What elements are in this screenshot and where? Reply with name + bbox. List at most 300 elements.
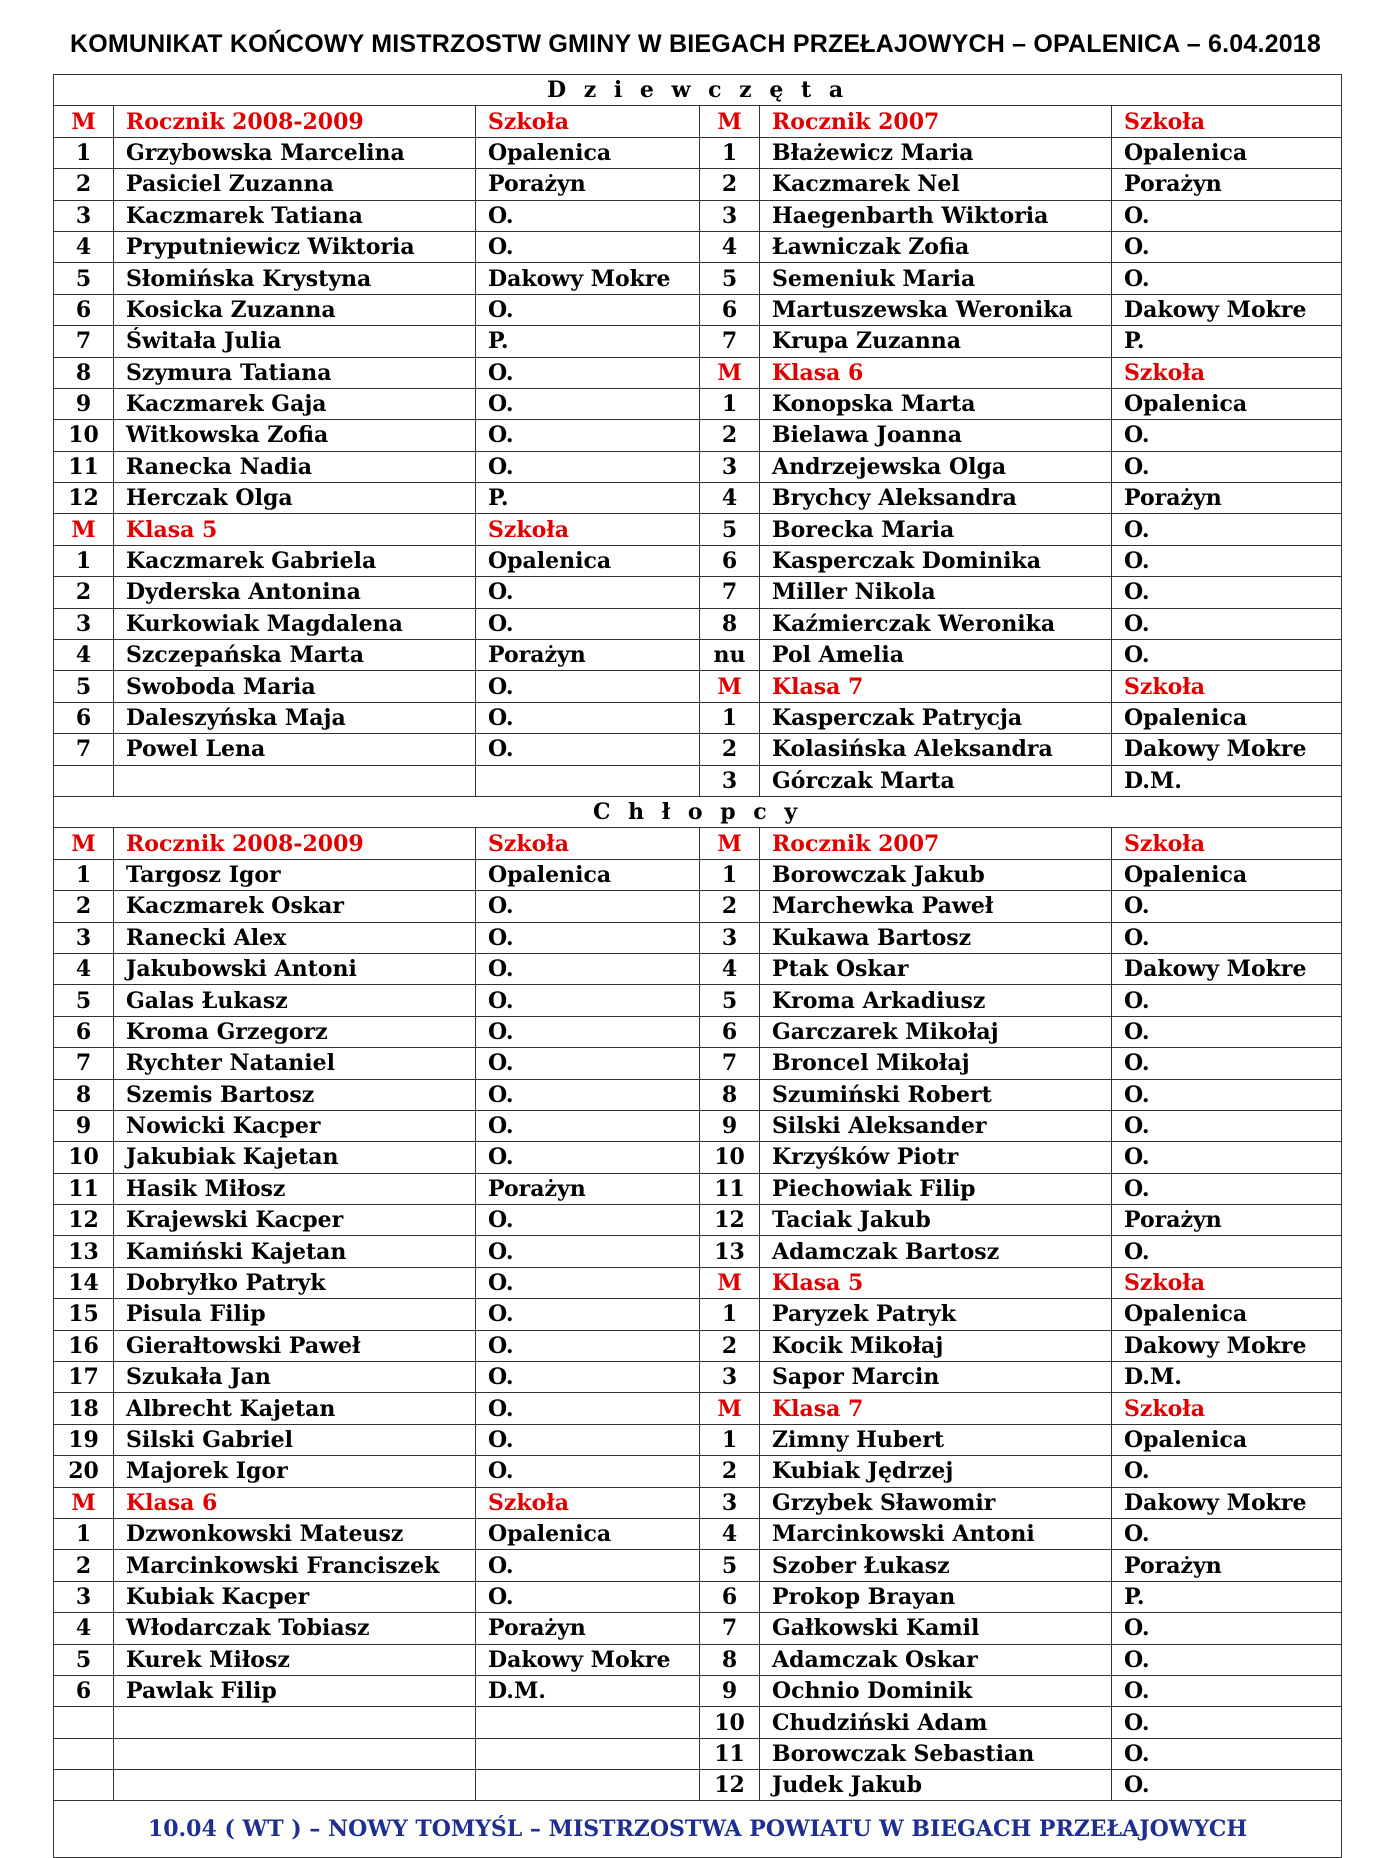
- school-cell: O.: [476, 734, 700, 765]
- name-cell: Martuszewska Weronika: [760, 294, 1112, 325]
- place-cell: 9: [700, 1675, 760, 1706]
- name-cell: Hasik Miłosz: [114, 1173, 476, 1204]
- table-row: [54, 106, 1342, 137]
- results-body: [54, 75, 1342, 1801]
- place-cell: [54, 1738, 114, 1769]
- school-cell: O.: [476, 1550, 700, 1581]
- table-row: [54, 1048, 1342, 1079]
- name-cell: Klasa 7: [760, 1393, 1112, 1424]
- place-cell: 8: [54, 357, 114, 388]
- name-cell: [114, 1770, 476, 1801]
- school-cell: O.: [1112, 985, 1342, 1016]
- school-cell: O.: [476, 1581, 700, 1612]
- name-cell: Witkowska Zofia: [114, 420, 476, 451]
- name-cell: Kurkowiak Magdalena: [114, 608, 476, 639]
- table-row: [54, 420, 1342, 451]
- table-row: [54, 1173, 1342, 1204]
- place-cell: 8: [54, 1079, 114, 1110]
- school-cell: O.: [476, 1079, 700, 1110]
- name-cell: Szymura Tatiana: [114, 357, 476, 388]
- school-cell: O.: [476, 1267, 700, 1298]
- school-cell: O.: [1112, 1613, 1342, 1644]
- table-row: [54, 357, 1342, 388]
- table-row: [54, 200, 1342, 231]
- table-row: [54, 1236, 1342, 1267]
- table-row: [54, 734, 1342, 765]
- place-cell: 4: [54, 953, 114, 984]
- name-cell: Paryzek Patryk: [760, 1299, 1112, 1330]
- name-cell: Ranecka Nadia: [114, 451, 476, 482]
- place-cell: 11: [700, 1173, 760, 1204]
- table-row: [54, 483, 1342, 514]
- school-cell: O.: [476, 1110, 700, 1141]
- place-cell: 10: [54, 420, 114, 451]
- place-cell: 14: [54, 1267, 114, 1298]
- name-cell: Borecka Maria: [760, 514, 1112, 545]
- table-row: [54, 1205, 1342, 1236]
- school-cell: O.: [476, 231, 700, 262]
- name-cell: Chudziński Adam: [760, 1707, 1112, 1738]
- place-cell: 3: [700, 451, 760, 482]
- table-row: [54, 263, 1342, 294]
- school-cell: O.: [476, 1330, 700, 1361]
- table-row: [54, 388, 1342, 419]
- name-cell: Sapor Marcin: [760, 1362, 1112, 1393]
- school-cell: O.: [1112, 420, 1342, 451]
- school-cell: O.: [476, 1205, 700, 1236]
- school-cell: O.: [1112, 922, 1342, 953]
- school-cell: Szkoła: [1112, 1267, 1342, 1298]
- school-cell: O.: [476, 1016, 700, 1047]
- school-cell: O.: [1112, 1048, 1342, 1079]
- place-cell: 10: [700, 1707, 760, 1738]
- place-cell: nu: [700, 640, 760, 671]
- page-title: KOMUNIKAT KOŃCOWY MISTRZOSTW GMINY W BIEGACH PRZEŁAJOWYCH – OPALENICA – 6.04.2018: [69, 30, 1322, 58]
- name-cell: Kasperczak Dominika: [760, 545, 1112, 576]
- name-cell: Adamczak Bartosz: [760, 1236, 1112, 1267]
- name-cell: Borowczak Jakub: [760, 859, 1112, 890]
- school-cell: O.: [1112, 1738, 1342, 1769]
- school-cell: Porażyn: [1112, 1205, 1342, 1236]
- table-row: [54, 1110, 1342, 1141]
- place-cell: 6: [700, 1581, 760, 1612]
- place-cell: 8: [700, 1644, 760, 1675]
- school-cell: O.: [476, 1142, 700, 1173]
- place-cell: 3: [700, 922, 760, 953]
- place-cell: M: [700, 671, 760, 702]
- school-cell: Opalenica: [1112, 137, 1342, 168]
- place-cell: 3: [54, 608, 114, 639]
- table-row: [54, 577, 1342, 608]
- place-cell: 11: [700, 1738, 760, 1769]
- school-cell: O.: [476, 420, 700, 451]
- school-cell: Dakowy Mokre: [476, 1644, 700, 1675]
- school-cell: Porażyn: [476, 169, 700, 200]
- place-cell: 5: [700, 985, 760, 1016]
- table-row: [54, 1362, 1342, 1393]
- name-cell: Dyderska Antonina: [114, 577, 476, 608]
- place-cell: 2: [54, 169, 114, 200]
- name-cell: Kubiak Jędrzej: [760, 1456, 1112, 1487]
- place-cell: 7: [700, 326, 760, 357]
- place-cell: 12: [700, 1205, 760, 1236]
- place-cell: 7: [700, 577, 760, 608]
- table-row: [54, 702, 1342, 733]
- place-cell: 4: [54, 1613, 114, 1644]
- school-cell: O.: [476, 1236, 700, 1267]
- place-cell: 1: [54, 137, 114, 168]
- table-row: [54, 326, 1342, 357]
- school-cell: Szkoła: [476, 1487, 700, 1518]
- table-row: [54, 1738, 1342, 1769]
- place-cell: 7: [54, 734, 114, 765]
- table-row: [54, 640, 1342, 671]
- school-cell: Dakowy Mokre: [1112, 734, 1342, 765]
- place-cell: 5: [700, 514, 760, 545]
- place-cell: 1: [700, 702, 760, 733]
- place-cell: 10: [700, 1142, 760, 1173]
- name-cell: Silski Gabriel: [114, 1424, 476, 1455]
- school-cell: [476, 1707, 700, 1738]
- school-cell: O.: [1112, 1016, 1342, 1047]
- school-cell: O.: [1112, 451, 1342, 482]
- place-cell: 2: [700, 891, 760, 922]
- table-row: [54, 1707, 1342, 1738]
- school-cell: Szkoła: [1112, 828, 1342, 859]
- place-cell: 1: [700, 137, 760, 168]
- school-cell: Szkoła: [476, 106, 700, 137]
- place-cell: 6: [700, 1016, 760, 1047]
- name-cell: Krzyśków Piotr: [760, 1142, 1112, 1173]
- place-cell: [54, 765, 114, 796]
- place-cell: 12: [54, 483, 114, 514]
- name-cell: Targosz Igor: [114, 859, 476, 890]
- place-cell: 9: [54, 388, 114, 419]
- school-cell: Porażyn: [1112, 1550, 1342, 1581]
- school-cell: O.: [1112, 514, 1342, 545]
- name-cell: Kamiński Kajetan: [114, 1236, 476, 1267]
- place-cell: 8: [700, 608, 760, 639]
- table-row: [54, 545, 1342, 576]
- table-row: [54, 765, 1342, 796]
- place-cell: 4: [700, 1518, 760, 1549]
- table-row: [54, 169, 1342, 200]
- place-cell: 6: [700, 545, 760, 576]
- name-cell: Klasa 6: [114, 1487, 476, 1518]
- school-cell: O.: [1112, 200, 1342, 231]
- name-cell: Kaczmarek Gaja: [114, 388, 476, 419]
- table-row: [54, 828, 1342, 859]
- school-cell: O.: [476, 1362, 700, 1393]
- place-cell: M: [700, 106, 760, 137]
- name-cell: Grzybowska Marcelina: [114, 137, 476, 168]
- name-cell: Pryputniewicz Wiktoria: [114, 231, 476, 262]
- school-cell: O.: [476, 1424, 700, 1455]
- name-cell: Adamczak Oskar: [760, 1644, 1112, 1675]
- name-cell: Swoboda Maria: [114, 671, 476, 702]
- place-cell: 6: [700, 294, 760, 325]
- school-cell: O.: [476, 953, 700, 984]
- school-cell: Dakowy Mokre: [476, 263, 700, 294]
- place-cell: 7: [700, 1613, 760, 1644]
- name-cell: Piechowiak Filip: [760, 1173, 1112, 1204]
- school-cell: O.: [1112, 891, 1342, 922]
- place-cell: 4: [54, 640, 114, 671]
- school-cell: Dakowy Mokre: [1112, 1487, 1342, 1518]
- table-row: [54, 608, 1342, 639]
- name-cell: Jakubowski Antoni: [114, 953, 476, 984]
- place-cell: M: [54, 106, 114, 137]
- table-row: [54, 1142, 1342, 1173]
- place-cell: 3: [54, 922, 114, 953]
- school-cell: Dakowy Mokre: [1112, 1330, 1342, 1361]
- school-cell: O.: [1112, 1675, 1342, 1706]
- school-cell: D.M.: [476, 1675, 700, 1706]
- place-cell: 1: [54, 545, 114, 576]
- school-cell: Opalenica: [1112, 859, 1342, 890]
- table-row: [54, 1644, 1342, 1675]
- table-row: [54, 294, 1342, 325]
- school-cell: Opalenica: [1112, 1424, 1342, 1455]
- name-cell: Gierałtowski Paweł: [114, 1330, 476, 1361]
- name-cell: Pawlak Filip: [114, 1675, 476, 1706]
- name-cell: Kaźmierczak Weronika: [760, 608, 1112, 639]
- place-cell: 9: [700, 1110, 760, 1141]
- name-cell: Judek Jakub: [760, 1770, 1112, 1801]
- school-cell: O.: [1112, 1456, 1342, 1487]
- name-cell: Krupa Zuzanna: [760, 326, 1112, 357]
- school-cell: O.: [1112, 263, 1342, 294]
- school-cell: [476, 1738, 700, 1769]
- name-cell: Włodarczak Tobiasz: [114, 1613, 476, 1644]
- name-cell: Rocznik 2008-2009: [114, 828, 476, 859]
- place-cell: 7: [700, 1048, 760, 1079]
- table-row: [54, 1456, 1342, 1487]
- place-cell: M: [54, 828, 114, 859]
- name-cell: Rychter Nataniel: [114, 1048, 476, 1079]
- name-cell: Kroma Arkadiusz: [760, 985, 1112, 1016]
- place-cell: 12: [54, 1205, 114, 1236]
- name-cell: Pasiciel Zuzanna: [114, 169, 476, 200]
- school-cell: P.: [476, 326, 700, 357]
- place-cell: 1: [54, 1518, 114, 1549]
- name-cell: Kaczmarek Gabriela: [114, 545, 476, 576]
- name-cell: Silski Aleksander: [760, 1110, 1112, 1141]
- school-cell: O.: [476, 702, 700, 733]
- table-row: [54, 1613, 1342, 1644]
- school-cell: O.: [476, 1048, 700, 1079]
- school-cell: Dakowy Mokre: [1112, 294, 1342, 325]
- place-cell: 3: [54, 1581, 114, 1612]
- name-cell: Dobryłko Patryk: [114, 1267, 476, 1298]
- name-cell: Dzwonkowski Mateusz: [114, 1518, 476, 1549]
- name-cell: Rocznik 2007: [760, 828, 1112, 859]
- footer-announcement: 10.04 ( WT ) – NOWY TOMYŚL – MISTRZOSTWA POWIATU W BIEGACH PRZEŁAJOWYCH: [54, 1801, 1342, 1858]
- school-cell: Szkoła: [476, 514, 700, 545]
- school-cell: Szkoła: [1112, 671, 1342, 702]
- school-cell: Porażyn: [476, 640, 700, 671]
- place-cell: M: [54, 1487, 114, 1518]
- place-cell: 13: [700, 1236, 760, 1267]
- place-cell: [54, 1770, 114, 1801]
- name-cell: Prokop Brayan: [760, 1581, 1112, 1612]
- name-cell: Klasa 7: [760, 671, 1112, 702]
- name-cell: Krajewski Kacper: [114, 1205, 476, 1236]
- name-cell: Brychcy Aleksandra: [760, 483, 1112, 514]
- place-cell: [54, 1707, 114, 1738]
- place-cell: 6: [54, 1675, 114, 1706]
- name-cell: Marcinkowski Franciszek: [114, 1550, 476, 1581]
- school-cell: O.: [476, 985, 700, 1016]
- place-cell: 18: [54, 1393, 114, 1424]
- school-cell: O.: [476, 1456, 700, 1487]
- place-cell: 9: [54, 1110, 114, 1141]
- place-cell: 1: [700, 388, 760, 419]
- school-cell: Opalenica: [476, 137, 700, 168]
- school-cell: O.: [1112, 640, 1342, 671]
- name-cell: Kasperczak Patrycja: [760, 702, 1112, 733]
- school-cell: O.: [476, 1393, 700, 1424]
- place-cell: 5: [700, 263, 760, 294]
- name-cell: Kroma Grzegorz: [114, 1016, 476, 1047]
- name-cell: Ptak Oskar: [760, 953, 1112, 984]
- name-cell: [114, 1707, 476, 1738]
- place-cell: 10: [54, 1142, 114, 1173]
- place-cell: 1: [54, 859, 114, 890]
- place-cell: 11: [54, 451, 114, 482]
- name-cell: [114, 765, 476, 796]
- section-title: C h ł o p c y: [54, 796, 1342, 827]
- school-cell: D.M.: [1112, 1362, 1342, 1393]
- school-cell: O.: [476, 1299, 700, 1330]
- place-cell: M: [54, 514, 114, 545]
- name-cell: Marchewka Paweł: [760, 891, 1112, 922]
- name-cell: Garczarek Mikołaj: [760, 1016, 1112, 1047]
- school-cell: O.: [1112, 1110, 1342, 1141]
- place-cell: 2: [54, 891, 114, 922]
- place-cell: 1: [700, 859, 760, 890]
- school-cell: O.: [1112, 545, 1342, 576]
- name-cell: Semeniuk Maria: [760, 263, 1112, 294]
- name-cell: Kukawa Bartosz: [760, 922, 1112, 953]
- name-cell: Albrecht Kajetan: [114, 1393, 476, 1424]
- place-cell: 1: [700, 1424, 760, 1455]
- name-cell: Ławniczak Zofia: [760, 231, 1112, 262]
- school-cell: O.: [476, 451, 700, 482]
- place-cell: 6: [54, 702, 114, 733]
- place-cell: 4: [700, 953, 760, 984]
- school-cell: Szkoła: [1112, 106, 1342, 137]
- name-cell: Bielawa Joanna: [760, 420, 1112, 451]
- place-cell: 2: [700, 420, 760, 451]
- school-cell: Opalenica: [476, 1518, 700, 1549]
- place-cell: M: [700, 828, 760, 859]
- place-cell: 2: [700, 1330, 760, 1361]
- table-row: [54, 1299, 1342, 1330]
- school-cell: [476, 765, 700, 796]
- school-cell: O.: [476, 608, 700, 639]
- school-cell: O.: [1112, 231, 1342, 262]
- name-cell: Borowczak Sebastian: [760, 1738, 1112, 1769]
- name-cell: Haegenbarth Wiktoria: [760, 200, 1112, 231]
- name-cell: Słomińska Krystyna: [114, 263, 476, 294]
- section-title: D z i e w c z ę t a: [54, 75, 1342, 106]
- table-row: [54, 1330, 1342, 1361]
- table-row: [54, 1424, 1342, 1455]
- school-cell: Opalenica: [1112, 388, 1342, 419]
- school-cell: Opalenica: [1112, 702, 1342, 733]
- place-cell: M: [700, 1393, 760, 1424]
- name-cell: Szukała Jan: [114, 1362, 476, 1393]
- place-cell: 2: [700, 169, 760, 200]
- place-cell: 3: [700, 765, 760, 796]
- name-cell: Kosicka Zuzanna: [114, 294, 476, 325]
- name-cell: Zimny Hubert: [760, 1424, 1112, 1455]
- school-cell: O.: [476, 200, 700, 231]
- name-cell: Kocik Mikołaj: [760, 1330, 1112, 1361]
- section-header-row: [54, 75, 1342, 106]
- school-cell: O.: [1112, 1142, 1342, 1173]
- school-cell: Dakowy Mokre: [1112, 953, 1342, 984]
- school-cell: O.: [476, 922, 700, 953]
- table-row: [54, 1393, 1342, 1424]
- school-cell: O.: [1112, 577, 1342, 608]
- name-cell: Rocznik 2008-2009: [114, 106, 476, 137]
- place-cell: 4: [700, 231, 760, 262]
- school-cell: Porażyn: [1112, 169, 1342, 200]
- table-row: [54, 891, 1342, 922]
- table-row: [54, 1675, 1342, 1706]
- school-cell: O.: [1112, 1644, 1342, 1675]
- school-cell: Porażyn: [476, 1173, 700, 1204]
- school-cell: Opalenica: [1112, 1299, 1342, 1330]
- school-cell: D.M.: [1112, 765, 1342, 796]
- name-cell: Klasa 5: [114, 514, 476, 545]
- table-row: [54, 231, 1342, 262]
- school-cell: P.: [1112, 326, 1342, 357]
- name-cell: Szober Łukasz: [760, 1550, 1112, 1581]
- place-cell: 5: [54, 263, 114, 294]
- name-cell: Majorek Igor: [114, 1456, 476, 1487]
- place-cell: 5: [700, 1550, 760, 1581]
- table-row: [54, 451, 1342, 482]
- place-cell: 2: [700, 734, 760, 765]
- place-cell: 19: [54, 1424, 114, 1455]
- table-row: [54, 1770, 1342, 1801]
- place-cell: 7: [54, 326, 114, 357]
- name-cell: Taciak Jakub: [760, 1205, 1112, 1236]
- name-cell: Rocznik 2007: [760, 106, 1112, 137]
- school-cell: O.: [476, 357, 700, 388]
- place-cell: M: [700, 1267, 760, 1298]
- place-cell: 2: [54, 577, 114, 608]
- school-cell: O.: [1112, 1079, 1342, 1110]
- school-cell: Opalenica: [476, 859, 700, 890]
- school-cell: O.: [476, 577, 700, 608]
- place-cell: 17: [54, 1362, 114, 1393]
- name-cell: Pisula Filip: [114, 1299, 476, 1330]
- place-cell: 1: [700, 1299, 760, 1330]
- name-cell: Szumiński Robert: [760, 1079, 1112, 1110]
- school-cell: O.: [476, 388, 700, 419]
- name-cell: Nowicki Kacper: [114, 1110, 476, 1141]
- place-cell: 11: [54, 1173, 114, 1204]
- name-cell: Górczak Marta: [760, 765, 1112, 796]
- place-cell: 3: [700, 1362, 760, 1393]
- name-cell: Ochnio Dominik: [760, 1675, 1112, 1706]
- school-cell: Porażyn: [476, 1613, 700, 1644]
- school-cell: O.: [476, 891, 700, 922]
